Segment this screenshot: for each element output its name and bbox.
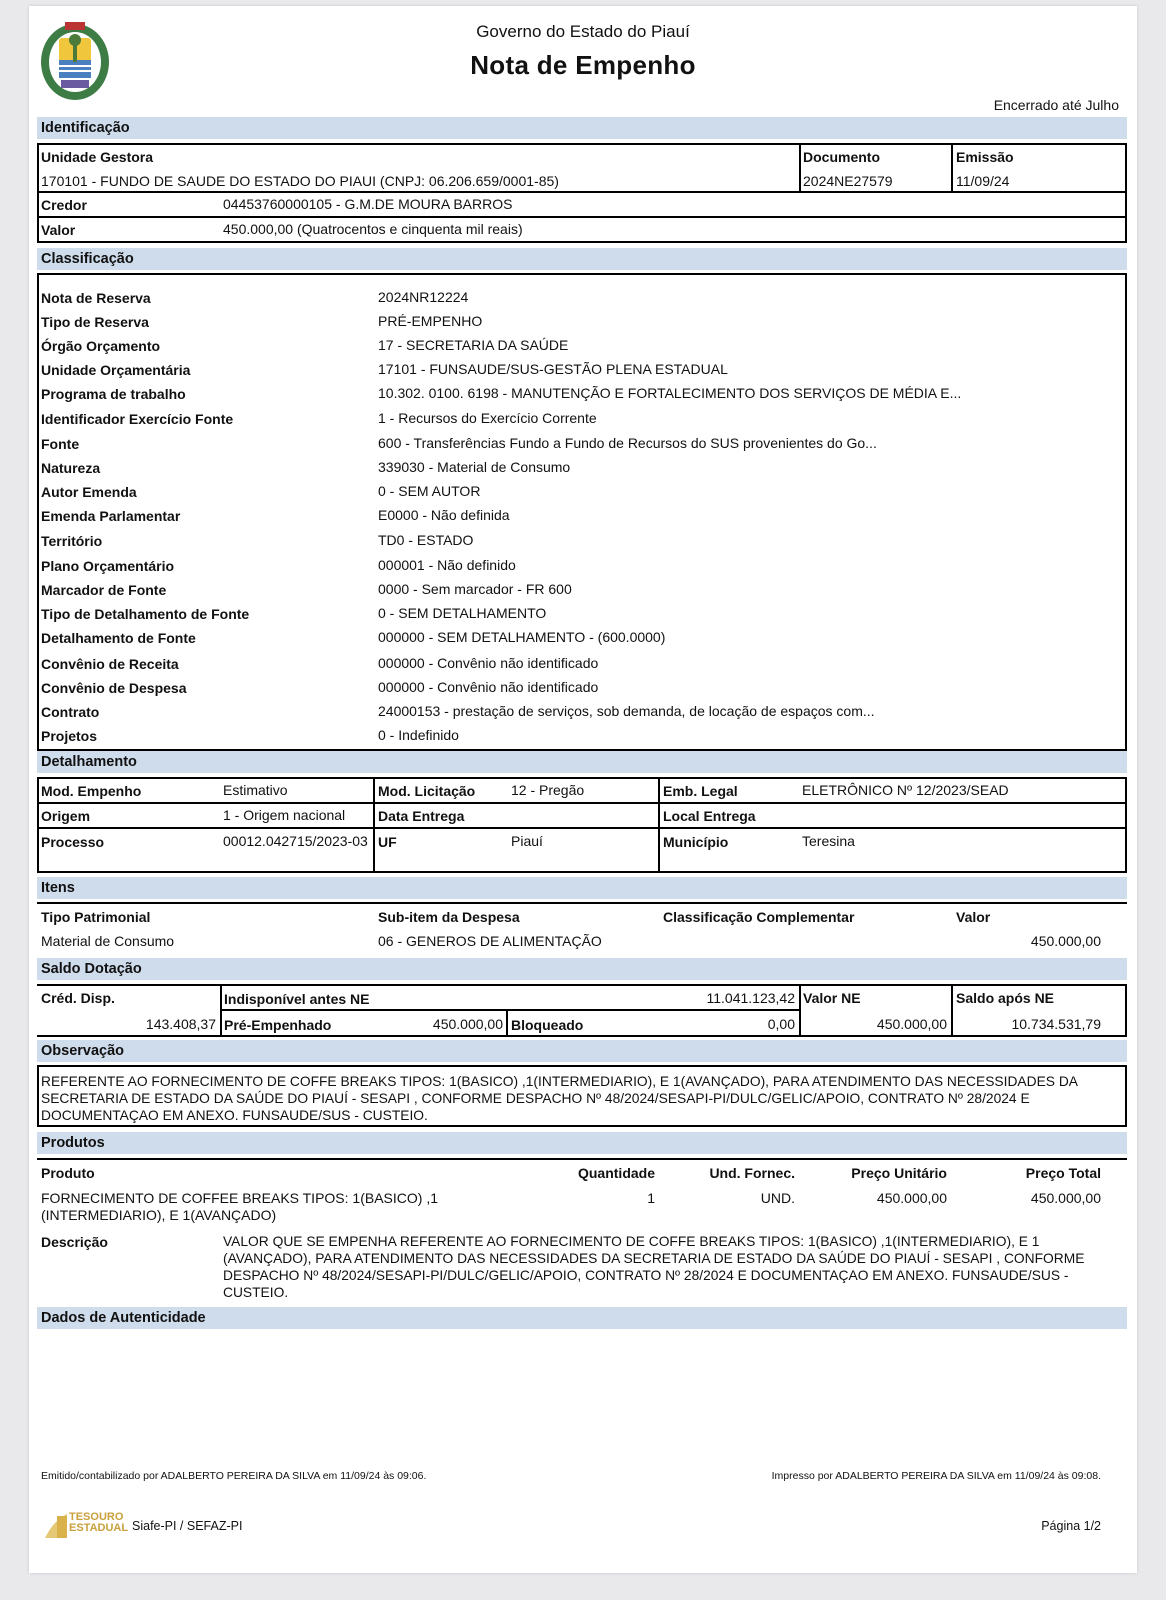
saldo-apos-label: Saldo após NE: [956, 990, 1055, 1006]
valor-ne-label: Valor NE: [803, 990, 861, 1006]
col-und-fornec: Und. Fornec.: [709, 1165, 795, 1181]
emb-legal-label: Emb. Legal: [663, 783, 738, 799]
municipio-label: Município: [663, 834, 729, 850]
origem-value: 1 - Origem nacional: [223, 807, 346, 823]
produto-und: UND.: [760, 1190, 795, 1206]
impresso-info: Impresso por ADALBERTO PEREIRA DA SILVA em 11/09/24 às 09:08.: [771, 1470, 1101, 1482]
cred-disp-label: Créd. Disp.: [41, 990, 115, 1006]
unidade-gestora-label: Unidade Gestora: [41, 149, 154, 165]
document-title: Nota de Empenho: [470, 50, 696, 80]
page-number: Página 1/2: [1041, 1519, 1101, 1533]
section-detalhamento: Detalhamento: [37, 751, 1127, 773]
emitido-info: Emitido/contabilizado por ADALBERTO PEREIRA DA SILVA em 11/09/24 às 09:06.: [41, 1470, 427, 1482]
classificacao-label: Tipo de Detalhamento de Fonte: [41, 606, 250, 622]
col-subitem-despesa: Sub-item da Despesa: [378, 909, 520, 925]
origem-label: Origem: [41, 808, 91, 824]
classificacao-label: Contrato: [41, 704, 100, 720]
bloqueado-value: 0,00: [767, 1016, 795, 1032]
pre-empenhado-label: Pré-Empenhado: [224, 1017, 332, 1033]
classificacao-value: 1 - Recursos do Exercício Corrente: [378, 410, 597, 426]
uf-value: Piauí: [511, 833, 543, 849]
produto-preco-total: 450.000,00: [1030, 1190, 1101, 1206]
logo-text-estadual: ESTADUAL: [69, 1522, 129, 1534]
classificacao-label: Autor Emenda: [41, 484, 137, 500]
produto-name: FORNECIMENTO DE COFFEE BREAKS TIPOS: 1(BASICO) ,1 (INTERMEDIARIO), E 1(AVANÇADO): [41, 1190, 438, 1223]
classificacao-value: 2024NR12224: [378, 289, 469, 305]
saldo-apos-value: 10.734.531,79: [1011, 1016, 1101, 1032]
classificacao-value: 000001 - Não definido: [378, 557, 516, 573]
section-identificacao: Identificação: [37, 117, 1127, 139]
classificacao-value: 339030 - Material de Consumo: [378, 459, 571, 475]
data-entrega-label: Data Entrega: [378, 808, 465, 824]
section-itens: Itens: [37, 877, 1127, 899]
classificacao-label: Detalhamento de Fonte: [41, 630, 196, 646]
emissao-label: Emissão: [956, 149, 1014, 165]
system-name: Siafe-PI / SEFAZ-PI: [132, 1519, 243, 1533]
mod-licitacao-label: Mod. Licitação: [378, 783, 476, 799]
classificacao-value: 600 - Transferências Fundo a Fundo de Recursos do SUS provenientes do Go...: [378, 435, 877, 451]
indisponivel-value: 11.041.123,42: [706, 990, 795, 1006]
classificacao-value: 000000 - Convênio não identificado: [378, 679, 599, 695]
classificacao-value: E0000 - Não definida: [378, 507, 510, 523]
credor-value: 04453760000105 - G.M.DE MOURA BARROS: [223, 196, 513, 212]
classificacao-label: Território: [41, 533, 103, 549]
processo-value: 00012.042715/2023-03: [223, 833, 368, 849]
government-name: Governo do Estado do Piauí: [476, 22, 690, 41]
documento-value: 2024NE27579: [803, 173, 893, 189]
classificacao-value: 0000 - Sem marcador - FR 600: [378, 581, 572, 597]
valor-value: 450.000,00 (Quatrocentos e cinquenta mil reais): [223, 221, 523, 237]
descricao-label: Descrição: [41, 1234, 108, 1250]
classificacao-value: 000000 - SEM DETALHAMENTO - (600.0000): [378, 629, 666, 645]
item-tipo: Material de Consumo: [41, 933, 175, 949]
section-classificacao: Classificação: [37, 248, 1127, 270]
bloqueado-label: Bloqueado: [511, 1017, 584, 1033]
descricao-text: VALOR QUE SE EMPENHA REFERENTE AO FORNECIMENTO DE COFFE BREAKS TIPOS: 1(BASICO) ,1(INTERMEDIARIO), E 1 (AVANÇADO), PARA ATENDIMENTO DAS NECESSIDADES DA SECRETARIA DE ESTADO DA SAÚDE DO PIAUÍ - SESAPI , CONFORME DESPACHO Nº 48/2024/SESAPI-PI/DULC/GELIC/APOIO, CONTRATO Nº 28/2024 E DOCUMENTAÇAO EM ANEXO. FUNSAUDE/SUS - CUSTEIO.: [223, 1234, 1085, 1300]
col-tipo-patrimonial: Tipo Patrimonial: [41, 909, 151, 925]
classificacao-label: Identificador Exercício Fonte: [41, 411, 234, 427]
observacao-text: REFERENTE AO FORNECIMENTO DE COFFE BREAKS TIPOS: 1(BASICO) ,1(INTERMEDIARIO), E 1(AVANÇADO), PARA ATENDIMENTO DAS NECESSIDADES DA SECRETARIA DE ESTADO DA SAÚDE DO PIAUÍ - SESAPI , CONFORME DESPACHO Nº 48/2024/SESAPI-PI/DULC/GELIC/APOIO, CONTRATO Nº 28/2024 E DOCUMENTAÇAO EM ANEXO. FUNSAUDE/SUS - CUSTEIO.: [41, 1074, 1078, 1123]
classificacao-value: 0 - SEM DETALHAMENTO: [378, 605, 547, 621]
col-produto: Produto: [41, 1165, 95, 1181]
classificacao-label: Órgão Orçamento: [41, 338, 161, 354]
cred-disp-value: 143.408,37: [145, 1016, 216, 1032]
col-classificacao-complementar: Classificação Complementar: [663, 909, 855, 925]
emissao-value: 11/09/24: [956, 173, 1010, 189]
section-saldo-dotacao: Saldo Dotação: [37, 958, 1127, 980]
emb-legal-value: ELETRÔNICO Nº 12/2023/SEAD: [802, 782, 1009, 798]
classificacao-label: Natureza: [41, 460, 101, 476]
valor-ne-value: 450.000,00: [876, 1016, 947, 1032]
pre-empenhado-value: 450.000,00: [432, 1016, 503, 1032]
municipio-value: Teresina: [802, 833, 855, 849]
classificacao-label: Fonte: [41, 436, 80, 452]
mod-licitacao-value: 12 - Pregão: [511, 782, 585, 798]
classificacao-value: 24000153 - prestação de serviços, sob demanda, de locação de espaços com...: [378, 703, 875, 719]
mod-empenho-value: Estimativo: [223, 782, 288, 798]
produto-quantidade: 1: [647, 1190, 655, 1206]
section-observacao: Observação: [37, 1040, 1127, 1062]
local-entrega-label: Local Entrega: [663, 808, 756, 824]
indisponivel-label: Indisponível antes NE: [224, 991, 370, 1007]
classificacao-label: Marcador de Fonte: [41, 582, 167, 598]
col-quantidade: Quantidade: [577, 1165, 655, 1181]
classificacao-value: 17101 - FUNSAUDE/SUS-GESTÃO PLENA ESTADUAL: [378, 361, 728, 377]
classificacao-value: 10.302. 0100. 6198 - MANUTENÇÃO E FORTALECIMENTO DOS SERVIÇOS DE MÉDIA E...: [378, 385, 962, 401]
classificacao-value: 0 - SEM AUTOR: [378, 483, 481, 499]
produto-preco-unitario: 450.000,00: [876, 1190, 947, 1206]
classificacao-value: 0 - Indefinido: [378, 727, 459, 743]
logo-text-tesouro: TESOURO: [69, 1511, 124, 1523]
classificacao-label: Projetos: [41, 728, 98, 744]
item-subitem: 06 - GENEROS DE ALIMENTAÇÃO: [378, 933, 602, 949]
col-preco-total: Preço Total: [1025, 1165, 1101, 1181]
processo-label: Processo: [41, 834, 105, 850]
classificacao-label: Programa de trabalho: [41, 386, 186, 402]
classificacao-label: Plano Orçamentário: [41, 558, 175, 574]
item-valor: 450.000,00: [1030, 933, 1101, 949]
classificacao-value: 000000 - Convênio não identificado: [378, 655, 599, 671]
classificacao-value: 17 - SECRETARIA DA SAÚDE: [378, 337, 569, 353]
uf-label: UF: [378, 834, 397, 850]
classificacao-label: Convênio de Receita: [41, 656, 179, 672]
classificacao-label: Emenda Parlamentar: [41, 508, 181, 524]
section-dados-autenticidade: Dados de Autenticidade: [37, 1307, 1127, 1329]
status-note: Encerrado até Julho: [993, 97, 1119, 113]
classificacao-value: TD0 - ESTADO: [378, 532, 474, 548]
classificacao-label: Nota de Reserva: [41, 290, 151, 306]
mod-empenho-label: Mod. Empenho: [41, 783, 142, 799]
col-preco-unitario: Preço Unitário: [851, 1165, 947, 1181]
classificacao-label: Tipo de Reserva: [41, 314, 149, 330]
unidade-gestora-value: 170101 - FUNDO DE SAUDE DO ESTADO DO PIAUI (CNPJ: 06.206.659/0001-85): [41, 173, 559, 189]
section-produtos: Produtos: [37, 1132, 1127, 1154]
valor-label: Valor: [41, 222, 76, 238]
documento-label: Documento: [803, 149, 880, 165]
classificacao-label: Unidade Orçamentária: [41, 362, 191, 378]
classificacao-label: Convênio de Despesa: [41, 680, 187, 696]
col-valor: Valor: [956, 909, 991, 925]
tesouro-estadual-logo: [43, 1510, 129, 1540]
credor-label: Credor: [41, 197, 87, 213]
classificacao-value: PRÉ-EMPENHO: [378, 313, 483, 329]
document-page: [29, 6, 1137, 1573]
